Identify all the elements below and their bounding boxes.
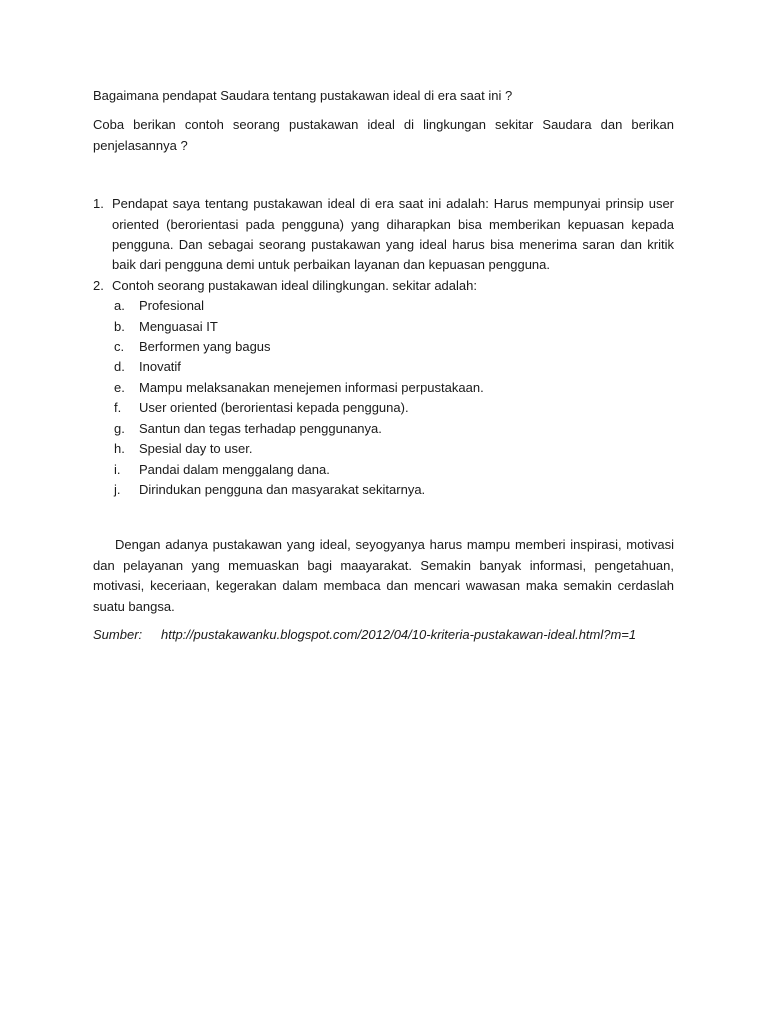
question-2: Coba berikan contoh seorang pustakawan ideal di lingkungan sekitar Saudara dan berikan penjelasannya ? bbox=[93, 117, 674, 153]
list-item bbox=[112, 419, 674, 439]
list-item-letter: c. bbox=[114, 339, 125, 355]
list-item-letter: j. bbox=[114, 481, 121, 497]
list-item bbox=[112, 460, 674, 480]
list-item-letter: h. bbox=[114, 441, 125, 457]
list-item-text: Berformen yang bagus bbox=[139, 339, 271, 355]
list-item-text: User oriented (berorientasi kepada pengguna). bbox=[139, 400, 409, 416]
answer-2-number: 2. bbox=[93, 277, 104, 293]
list-item-letter: a. bbox=[114, 298, 125, 314]
answer-2-intro: Contoh seorang pustakawan ideal dilingkungan. sekitar adalah: bbox=[112, 277, 477, 293]
question-1: Bagaimana pendapat Saudara tentang pustakawan ideal di era saat ini ? bbox=[93, 88, 513, 103]
answer-1-text: Pendapat saya tentang pustakawan ideal di era saat ini adalah: Harus mempunyai prinsip user oriented (berorientasi pada pengguna) yang diharapkan bisa memberikan kepuasan kepada pengguna. Dan sebagai seorang pustakawan yang ideal harus bisa menerima saran dan kritik baik dari pengguna demi untuk perbaikan layanan dan kepuasan pengguna. bbox=[112, 196, 674, 273]
list-item bbox=[112, 357, 674, 377]
list-item bbox=[112, 439, 674, 459]
list-item-text: Spesial day to user. bbox=[139, 441, 253, 457]
list-item-letter: d. bbox=[114, 359, 125, 375]
list-item bbox=[112, 398, 674, 418]
list-item-letter: i. bbox=[114, 461, 121, 477]
list-item-text: Santun dan tegas terhadap penggunanya. bbox=[139, 420, 382, 436]
list-item-text: Dirindukan pengguna dan masyarakat sekitarnya. bbox=[139, 481, 426, 497]
source-citation bbox=[93, 625, 674, 645]
list-item bbox=[112, 296, 674, 316]
list-item-text: Pandai dalam menggalang dana. bbox=[139, 461, 330, 477]
answer-1-number: 1. bbox=[93, 196, 104, 212]
list-item-text: Menguasai IT bbox=[139, 318, 218, 334]
list-item-text: Inovatif bbox=[139, 359, 181, 375]
list-item-text: Profesional bbox=[139, 298, 205, 314]
list-item-letter: b. bbox=[114, 318, 125, 334]
criteria-list bbox=[112, 296, 674, 500]
source-label: Sumber: bbox=[93, 626, 143, 642]
list-item-letter: e. bbox=[114, 379, 125, 395]
document-page bbox=[93, 86, 674, 645]
answer-list bbox=[93, 194, 674, 500]
list-item-letter: g. bbox=[114, 420, 125, 436]
list-item-letter: f. bbox=[114, 400, 122, 416]
answer-2 bbox=[93, 276, 674, 500]
answer-1 bbox=[93, 194, 674, 276]
list-item-text: Mampu melaksanakan menejemen informasi perpustakaan. bbox=[139, 379, 484, 395]
list-item bbox=[112, 480, 674, 500]
source-url: http://pustakawanku.blogspot.com/2012/04/10-kriteria-pustakawan-ideal.html?m=1 bbox=[161, 626, 637, 642]
list-item bbox=[112, 378, 674, 398]
list-item bbox=[112, 337, 674, 357]
list-item bbox=[112, 317, 674, 337]
closing-paragraph: Dengan adanya pustakawan yang ideal, seyogyanya harus mampu memberi inspirasi, motivasi dan pelayanan yang memuaskan bagi maayarakat. Semakin banyak informasi, pengetahuan, motivasi, keceriaan, kegerakan dalam membaca dan mencari wawasan maka semakin cerdaslah suatu bangsa. bbox=[93, 537, 674, 614]
